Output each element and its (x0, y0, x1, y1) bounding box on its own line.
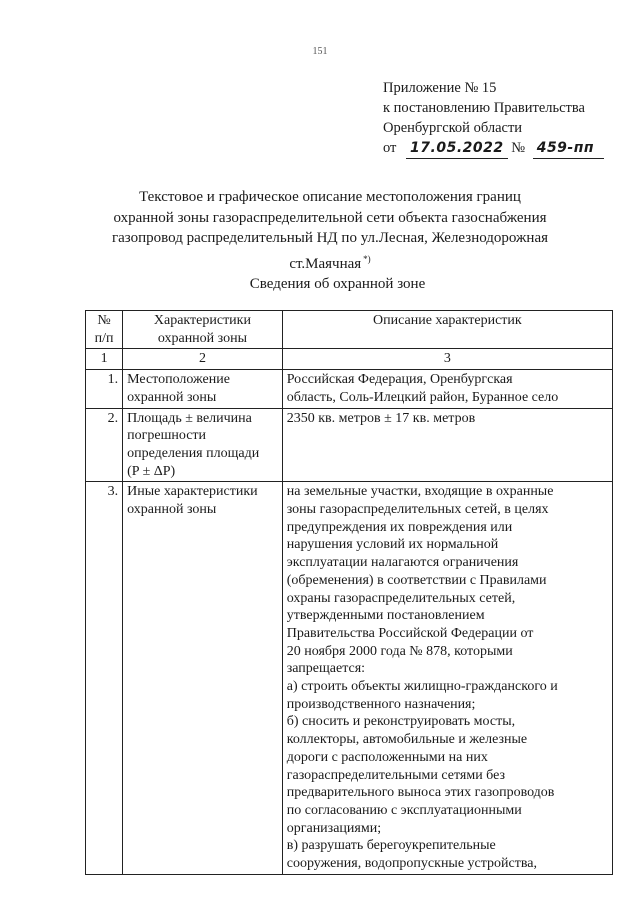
row-description (282, 408, 612, 482)
cell-line: производственного назначения; (286, 696, 476, 712)
row-characteristic (123, 408, 283, 482)
cell-line: охранной зоны (127, 502, 217, 518)
column-number-row (86, 349, 613, 370)
cell-line: по согласованию с эксплуатационными (286, 802, 522, 818)
appendix-block (383, 78, 604, 159)
protection-zone-table (85, 310, 613, 875)
cell-line: утвержденными постановлением (286, 608, 485, 624)
row-description (282, 370, 612, 408)
footnote-mark: *) (363, 253, 371, 264)
cell-line: (обременения) в соответствии с Правилами (286, 572, 547, 588)
cell-line: 20 ноября 2000 года № 878, которыми (286, 643, 513, 659)
handwritten-number: 459-пп (533, 138, 604, 159)
cell-line: сооружения, водопропускные устройства, (286, 856, 538, 872)
row-number: 3. (86, 482, 123, 874)
cell-line: (P ± ΔP) (127, 463, 176, 479)
cell-line: область, Соль-Илецкий район, Буранное село (286, 389, 559, 405)
header-characteristics (123, 311, 283, 349)
cell-line: Местоположение (127, 372, 230, 388)
appendix-date-line (383, 138, 604, 159)
cell-line: зоны газораспределительных сетей, в целях (286, 502, 549, 518)
row-number: 2. (86, 408, 123, 482)
page-number: 151 (312, 46, 328, 57)
date-prefix: от (383, 140, 397, 156)
cell-line: на земельные участки, входящие в охранные (286, 484, 554, 500)
appendix-line-2: к постановлению Правительства (383, 100, 585, 116)
cell-line: организациями; (286, 820, 382, 836)
header-line: Характеристики (153, 313, 251, 328)
cell-line: дороги с расположенными на них (286, 749, 488, 765)
header-line: Описание характеристик (373, 313, 522, 328)
table-row (86, 482, 613, 874)
cell-line: Площадь ± величина (127, 410, 252, 426)
table-row (86, 408, 613, 482)
cell-line: предварительного выноса этих газопроводов (286, 785, 555, 801)
column-number-2: 2 (123, 349, 283, 370)
row-description (282, 482, 612, 874)
column-number-1: 1 (86, 349, 123, 370)
appendix-line-1: Приложение № 15 (383, 80, 497, 96)
cell-line: определения площади (127, 445, 260, 461)
row-characteristic (123, 370, 283, 408)
header-line: охранной зоны (157, 330, 248, 346)
title-line-4-text: ст.Маячная (289, 255, 362, 272)
title-line-4 (90, 249, 570, 275)
cell-line: газораспределительными сетями без (286, 767, 506, 783)
table-row (86, 370, 613, 408)
title-line-1: Текстовое и графическое описание местоположения границ (139, 189, 521, 205)
section-subtitle: Сведения об охранной зоне (249, 276, 426, 292)
column-number-3: 3 (282, 349, 612, 370)
cell-line: предупреждения их повреждения или (286, 519, 513, 535)
header-line: п/п (94, 330, 114, 346)
document-title (90, 187, 570, 274)
title-line-3: газопровод распределительный НД по ул.Лесная, Железнодорожная (111, 230, 549, 246)
header-number (86, 311, 123, 349)
cell-line: б) сносить и реконструировать мосты, (286, 714, 516, 730)
row-characteristic (123, 482, 283, 874)
cell-line: запрещается: (286, 661, 366, 677)
cell-line: эксплуатации налагаются ограничения (286, 555, 519, 571)
cell-line: Правительства Российской Федерации от (286, 625, 534, 641)
number-prefix: № (511, 140, 526, 156)
cell-line: нарушения условий их нормальной (286, 537, 499, 553)
cell-line: а) строить объекты жилищно-гражданского и (286, 679, 558, 695)
cell-line: Иные характеристики (127, 484, 258, 500)
table-header-row (86, 311, 613, 349)
header-line: № (97, 313, 111, 328)
cell-line: 2350 кв. метров ± 17 кв. метров (286, 410, 476, 426)
appendix-line-3: Оренбургской области (383, 120, 523, 136)
cell-line: погрешности (127, 428, 207, 444)
title-line-2: охранной зоны газораспределительной сети объекта газоснабжения (113, 209, 547, 226)
header-description (282, 311, 612, 349)
cell-line: коллекторы, автомобильные и железные (286, 732, 528, 748)
cell-line: в) разрушать берегоукрепительные (286, 838, 496, 854)
handwritten-date: 17.05.2022 (406, 138, 508, 159)
cell-line: охранной зоны (127, 389, 217, 405)
cell-line: Российская Федерация, Оренбургская (286, 372, 513, 388)
row-number: 1. (86, 370, 123, 408)
cell-line: охраны газораспределительных сетей, (286, 590, 516, 606)
